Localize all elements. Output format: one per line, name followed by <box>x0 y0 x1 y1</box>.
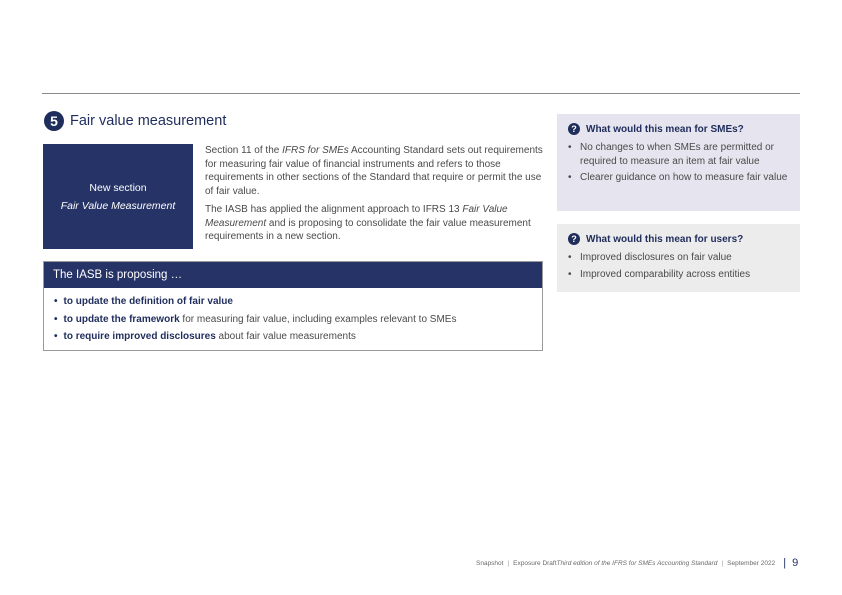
list-item-text: No changes to when SMEs are permitted or required to measure an item at fair value <box>580 142 774 167</box>
bullet-icon: • <box>568 268 572 280</box>
proposal-item-rest: about fair value measurements <box>215 331 356 342</box>
bullet-icon: • <box>54 296 58 307</box>
users-list <box>568 251 790 281</box>
proposal-list <box>44 288 542 346</box>
intro-p1-start: Section 11 of the <box>205 145 283 156</box>
list-item <box>568 171 790 185</box>
intro-p2-start: The IASB has applied the alignment approach to IFRS 13 <box>205 204 463 215</box>
top-divider <box>42 93 800 94</box>
new-section-box <box>43 144 193 249</box>
proposal-heading: The IASB is proposing … <box>44 262 542 288</box>
new-section-name: Fair Value Measurement <box>60 199 176 212</box>
footer-separator: | <box>721 559 724 567</box>
footer-publication-title: Third edition of the IFRS for SMEs Accounting Standard <box>556 559 718 567</box>
new-section-label: New section <box>89 181 147 194</box>
list-item-text: Improved disclosures on fair value <box>580 252 732 263</box>
section-heading <box>44 111 226 131</box>
proposal-item-bold: to update the definition of fair value <box>63 296 233 307</box>
proposal-item-rest: for measuring fair value, including examples relevant to SMEs <box>179 313 457 325</box>
list-item-text: Clearer guidance on how to measure fair value <box>580 172 788 183</box>
section-title: Fair value measurement <box>70 113 227 129</box>
bullet-icon: • <box>568 172 572 183</box>
footer-date: September 2022 <box>727 559 776 567</box>
page-footer <box>476 557 798 569</box>
users-panel-title: What would this mean for users? <box>586 233 744 245</box>
smes-panel-heading <box>568 123 790 135</box>
bullet-icon: • <box>54 331 58 342</box>
bullet-icon: • <box>568 142 572 153</box>
smes-panel-title: What would this mean for SMEs? <box>586 123 744 135</box>
users-impact-panel <box>557 224 800 292</box>
list-item <box>568 268 790 282</box>
list-item-text: Improved comparability across entities <box>580 268 751 280</box>
proposal-item-bold: to update the framework <box>63 313 180 325</box>
footer-page-divider: | <box>783 557 787 569</box>
intro-text <box>205 144 543 249</box>
list-item <box>568 141 790 168</box>
intro-p1-emphasis: IFRS for SMEs <box>282 145 349 156</box>
smes-impact-panel <box>557 114 800 211</box>
proposal-box <box>43 261 543 351</box>
page-number: 9 <box>792 557 799 569</box>
question-circle-icon: ? <box>568 233 580 245</box>
intro-p2-emphasis: Fair Value Measurement <box>205 204 508 229</box>
proposal-item-bold: to require improved disclosures <box>63 331 216 342</box>
bullet-icon: • <box>54 313 58 325</box>
proposal-item <box>54 328 542 346</box>
intro-paragraph-2 <box>205 203 543 244</box>
bullet-icon: • <box>568 252 572 263</box>
proposal-item <box>54 311 542 329</box>
list-item <box>568 251 790 265</box>
intro-p2-end: and is proposing to consolidate the fair value measurement requirements in a new section. <box>205 217 531 242</box>
section-number-icon: 5 <box>44 111 64 131</box>
intro-p1-end: Accounting Standard sets out requirements for measuring fair value of financial instruments and refers to those requirements in other sections of the Standard that require or permit the use of fair value. <box>205 145 543 197</box>
smes-list <box>568 141 790 185</box>
intro-paragraph-1 <box>205 144 543 198</box>
footer-exposure-draft: Exposure Draft <box>513 559 557 567</box>
footer-snapshot: Snapshot <box>476 559 504 567</box>
proposal-item <box>54 293 542 311</box>
footer-separator: | <box>507 559 510 567</box>
users-panel-heading <box>568 233 790 245</box>
question-circle-icon: ? <box>568 123 580 135</box>
